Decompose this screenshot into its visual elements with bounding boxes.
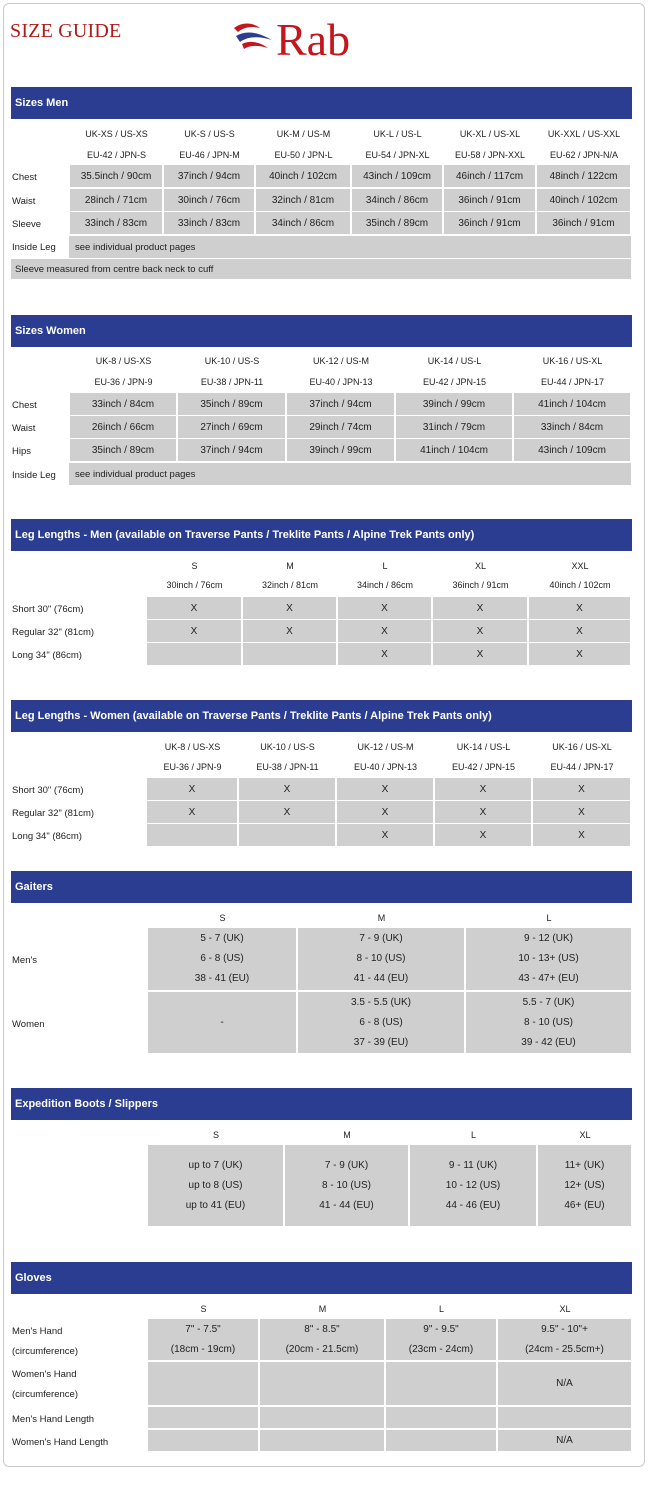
leg-men-cell: X bbox=[243, 620, 336, 642]
gloves-cell-line: 9.5" - 10"+ bbox=[541, 1323, 588, 1335]
gloves-row-label-line: (circumference) bbox=[12, 1389, 78, 1400]
men-size-header-eu: EU-46 / JPN-M bbox=[179, 150, 240, 160]
boots-cell-line: 10 - 12 (US) bbox=[445, 1179, 501, 1191]
leg-men-cell: X bbox=[338, 597, 431, 619]
gloves-cell-line: N/A bbox=[556, 1434, 573, 1446]
gloves-cell bbox=[260, 1362, 384, 1405]
gloves-row-label bbox=[12, 1414, 94, 1426]
gaiters-cell-line: - bbox=[220, 1016, 224, 1028]
gaiters-cell-line: 3.5 - 5.5 (UK) bbox=[350, 996, 412, 1008]
leg-women-cell: X bbox=[533, 824, 630, 846]
leg-women-size-header-eu: EU-42 / JPN-15 bbox=[451, 762, 516, 772]
men-size-cell: 35inch / 89cm bbox=[352, 212, 442, 234]
women-inside-leg-label: Inside Leg bbox=[12, 470, 56, 481]
leg-women-cell: X bbox=[337, 801, 433, 823]
men-size-header: UK-XL / US-XL bbox=[459, 129, 521, 139]
gloves-cell bbox=[386, 1430, 496, 1451]
gloves-row-label-line: Women's Hand bbox=[12, 1369, 77, 1380]
gaiters-size-header: L bbox=[546, 913, 552, 923]
women-size-header-eu: EU-40 / JPN-13 bbox=[309, 377, 373, 387]
women-size-cell: 35inch / 89cm bbox=[70, 439, 176, 461]
gloves-cell bbox=[260, 1407, 384, 1428]
gloves-size-header: S bbox=[200, 1304, 207, 1314]
logo-wordmark: Rab bbox=[276, 14, 351, 65]
boots-cell bbox=[148, 1145, 283, 1226]
women-size-cell: 37inch / 94cm bbox=[178, 439, 285, 461]
leg-women-cell bbox=[239, 824, 335, 846]
gaiters-cell-line: 39 - 42 (EU) bbox=[521, 1036, 576, 1048]
women-size-cell: 39inch / 99cm bbox=[396, 393, 512, 415]
gloves-row-label bbox=[12, 1365, 78, 1405]
leg-men-size-header: M bbox=[286, 561, 294, 571]
gloves-row-label bbox=[12, 1322, 78, 1362]
men-size-header: UK-L / US-L bbox=[373, 129, 422, 139]
women-size-cell: 35inch / 89cm bbox=[178, 393, 285, 415]
women-size-cell: 26inch / 66cm bbox=[70, 416, 176, 438]
boots-size-header: L bbox=[470, 1130, 476, 1140]
women-size-header-eu: EU-42 / JPN-15 bbox=[422, 377, 487, 387]
boots-cell-line: 9 - 11 (UK) bbox=[448, 1159, 498, 1171]
gloves-row-label-line: Men's Hand bbox=[12, 1326, 63, 1337]
boots-cell-line: 41 - 44 (EU) bbox=[319, 1199, 374, 1211]
leg-men-row-label: Short 30" (76cm) bbox=[12, 604, 84, 615]
section-header-expedition-boots: Expedition Boots / Slippers bbox=[11, 1088, 632, 1120]
leg-men-length-header: 34inch / 86cm bbox=[356, 580, 414, 590]
leg-men-cell bbox=[147, 643, 241, 665]
gloves-cell bbox=[386, 1362, 496, 1405]
leg-men-cell: X bbox=[147, 620, 241, 642]
gaiters-cell-line: 41 - 44 (EU) bbox=[353, 973, 409, 984]
gloves-cell-line: (20cm - 21.5cm) bbox=[285, 1343, 359, 1355]
women-row-label: Waist bbox=[12, 423, 36, 434]
women-row-label: Chest bbox=[12, 400, 37, 411]
leg-women-cell: X bbox=[533, 801, 630, 823]
boots-cell-line: up to 8 (US) bbox=[188, 1179, 243, 1191]
leg-men-row-label: Regular 32" (81cm) bbox=[12, 627, 95, 638]
page-title: SIZE GUIDE bbox=[10, 20, 122, 42]
leg-men-cell: X bbox=[529, 597, 630, 619]
leg-women-cell: X bbox=[147, 801, 237, 823]
boots-size-header: M bbox=[343, 1130, 351, 1140]
men-size-header-eu: EU-62 / JPN-N/A bbox=[549, 150, 618, 160]
leg-men-row-label: Long 34" (86cm) bbox=[12, 650, 82, 661]
gloves-cell bbox=[148, 1407, 258, 1428]
gaiters-cell-line: 37 - 39 (EU) bbox=[353, 1036, 409, 1048]
men-size-cell: 30inch / 76cm bbox=[164, 189, 254, 211]
section-header-leg-lengths-men: Leg Lengths - Men (available on Traverse Pants / Treklite Pants / Alpine Trek Pants only) bbox=[11, 519, 632, 551]
men-size-cell: 34inch / 86cm bbox=[256, 212, 350, 234]
boots-cell-line: 44 - 46 (EU) bbox=[445, 1199, 501, 1211]
women-size-header: UK-16 / US-XL bbox=[542, 356, 603, 366]
gaiters-cell bbox=[466, 992, 631, 1053]
gloves-size-header: L bbox=[438, 1304, 444, 1314]
leg-men-cell: X bbox=[433, 620, 527, 642]
rab-logo bbox=[232, 14, 382, 66]
section-header-sizes-men: Sizes Men bbox=[11, 87, 632, 119]
section-header-gaiters: Gaiters bbox=[11, 871, 632, 903]
women-inside-leg-note: see individual product pages bbox=[69, 463, 631, 485]
women-size-cell: 37inch / 94cm bbox=[287, 393, 394, 415]
leg-women-cell: X bbox=[337, 824, 433, 846]
leg-men-cell: X bbox=[147, 597, 241, 619]
gaiters-cell bbox=[148, 992, 296, 1053]
gloves-cell bbox=[386, 1407, 496, 1428]
leg-men-cell: X bbox=[243, 597, 336, 619]
gloves-cell bbox=[498, 1319, 631, 1360]
gaiters-cell-line: 8 - 10 (US) bbox=[356, 953, 406, 964]
men-size-header-eu: EU-54 / JPN-XL bbox=[365, 150, 430, 160]
men-size-cell: 36inch / 91cm bbox=[444, 189, 535, 211]
men-size-header: UK-XXL / US-XXL bbox=[547, 129, 621, 139]
women-size-cell: 41inch / 104cm bbox=[396, 439, 512, 461]
gloves-cell bbox=[386, 1319, 496, 1360]
leg-women-cell: X bbox=[435, 824, 531, 846]
men-size-cell: 34inch / 86cm bbox=[352, 189, 442, 211]
leg-women-cell: X bbox=[435, 801, 531, 823]
gloves-size-header: M bbox=[318, 1304, 327, 1314]
gaiters-cell-line: 43 - 47+ (EU) bbox=[518, 973, 579, 984]
leg-women-cell: X bbox=[435, 778, 531, 800]
men-size-header-eu: EU-42 / JPN-S bbox=[86, 150, 146, 160]
leg-women-cell bbox=[147, 824, 237, 846]
women-size-header-eu: EU-36 / JPN-9 bbox=[94, 377, 153, 387]
leg-women-size-header: UK-8 / US-XS bbox=[164, 742, 221, 752]
boots-cell-line: 12+ (US) bbox=[564, 1179, 605, 1191]
women-size-header-eu: EU-44 / JPN-17 bbox=[540, 377, 605, 387]
women-size-header: UK-8 / US-XS bbox=[95, 356, 152, 366]
boots-cell bbox=[538, 1145, 631, 1226]
leg-men-length-header: 40inch / 102cm bbox=[549, 580, 611, 590]
leg-women-size-header-eu: EU-40 / JPN-13 bbox=[353, 762, 418, 772]
leg-women-size-header: UK-14 / US-L bbox=[456, 742, 511, 752]
gaiters-cell-line: 9 - 12 (UK) bbox=[524, 933, 573, 944]
gloves-size-header: XL bbox=[559, 1304, 571, 1314]
gaiters-cell-line: 5.5 - 7 (UK) bbox=[522, 996, 575, 1008]
gloves-cell bbox=[148, 1319, 258, 1360]
women-size-cell: 29inch / 74cm bbox=[287, 416, 394, 438]
gaiters-cell-line: 38 - 41 (EU) bbox=[194, 973, 250, 984]
men-size-header: UK-M / US-M bbox=[276, 129, 331, 139]
gloves-cell bbox=[260, 1430, 384, 1451]
leg-men-length-header: 36inch / 91cm bbox=[452, 580, 509, 590]
women-size-cell: 31inch / 79cm bbox=[396, 416, 512, 438]
gloves-row-label-line: Men's Hand Length bbox=[12, 1414, 95, 1425]
men-size-cell: 46inch / 117cm bbox=[444, 165, 535, 187]
boots-cell-line: 11+ (UK) bbox=[564, 1159, 605, 1171]
boots-cell-line: 46+ (EU) bbox=[564, 1199, 605, 1211]
gaiters-cell bbox=[466, 928, 631, 990]
women-size-header-eu: EU-38 / JPN-11 bbox=[200, 377, 264, 387]
rab-logo-icon bbox=[232, 22, 276, 52]
gloves-cell-line: 7" - 7.5" bbox=[185, 1323, 221, 1335]
gloves-row-label bbox=[12, 1437, 108, 1449]
men-inside-leg-note: see individual product pages bbox=[69, 236, 631, 258]
leg-women-cell: X bbox=[147, 778, 237, 800]
leg-women-cell: X bbox=[337, 778, 433, 800]
leg-men-size-header: XL bbox=[474, 561, 486, 571]
gaiters-cell bbox=[298, 992, 464, 1053]
women-size-cell: 43inch / 109cm bbox=[514, 439, 630, 461]
section-header-gloves: Gloves bbox=[11, 1262, 632, 1294]
men-size-header-eu: EU-58 / JPN-XXL bbox=[454, 150, 526, 160]
men-size-cell: 33inch / 83cm bbox=[164, 212, 254, 234]
gaiters-cell-line: 6 - 8 (US) bbox=[359, 1016, 403, 1028]
leg-women-cell: X bbox=[239, 801, 335, 823]
gaiters-cell-line: 7 - 9 (UK) bbox=[359, 933, 403, 944]
leg-men-size-header: XXL bbox=[571, 561, 589, 571]
section-header-leg-lengths-women: Leg Lengths - Women (available on Traverse Pants / Treklite Pants / Alpine Trek Pants only) bbox=[11, 700, 632, 732]
men-size-header: UK-XS / US-XS bbox=[85, 129, 148, 139]
leg-women-size-header-eu: EU-44 / JPN-17 bbox=[550, 762, 614, 772]
gloves-row-label-line: (circumference) bbox=[12, 1346, 78, 1357]
men-size-cell: 32inch / 81cm bbox=[256, 189, 350, 211]
gaiters-row-label: Men's bbox=[12, 955, 38, 966]
leg-women-size-header-eu: EU-38 / JPN-11 bbox=[256, 762, 319, 772]
leg-women-size-header: UK-12 / US-M bbox=[357, 742, 414, 752]
gaiters-size-header: S bbox=[219, 913, 226, 923]
boots-cell-line: 7 - 9 (UK) bbox=[324, 1159, 369, 1171]
men-size-cell: 48inch / 122cm bbox=[537, 165, 630, 187]
gaiters-row-label: Women bbox=[12, 1019, 45, 1030]
boots-size-header: S bbox=[212, 1130, 219, 1140]
women-size-header: UK-14 / US-L bbox=[427, 356, 482, 366]
men-size-cell: 37inch / 94cm bbox=[164, 165, 254, 187]
boots-cell bbox=[410, 1145, 536, 1226]
men-size-header: UK-S / US-S bbox=[184, 129, 235, 139]
boots-cell-line: up to 41 (EU) bbox=[185, 1199, 246, 1211]
boots-cell-line: up to 7 (UK) bbox=[188, 1159, 243, 1171]
leg-men-length-header: 30inch / 76cm bbox=[166, 580, 223, 590]
leg-men-cell: X bbox=[433, 643, 527, 665]
men-row-label: Sleeve bbox=[12, 219, 42, 230]
gloves-cell-line: 9" - 9.5" bbox=[423, 1323, 459, 1335]
leg-women-size-header: UK-10 / US-S bbox=[260, 742, 315, 752]
leg-men-cell: X bbox=[338, 643, 431, 665]
women-size-cell: 33inch / 84cm bbox=[514, 416, 630, 438]
gloves-cell bbox=[498, 1362, 631, 1405]
leg-women-row-label: Regular 32" (81cm) bbox=[12, 808, 95, 819]
women-size-header: UK-10 / US-S bbox=[204, 356, 260, 366]
gaiters-size-header: M bbox=[377, 913, 386, 923]
gloves-cell bbox=[260, 1319, 384, 1360]
gaiters-cell-line: 5 - 7 (UK) bbox=[200, 933, 244, 944]
gaiters-cell-line: 10 - 13+ (US) bbox=[518, 953, 579, 964]
gaiters-cell-line: 6 - 8 (US) bbox=[200, 953, 244, 964]
men-size-cell: 28inch / 71cm bbox=[70, 189, 162, 211]
section-header-sizes-women: Sizes Women bbox=[11, 315, 632, 347]
leg-men-size-header: S bbox=[191, 561, 198, 571]
women-size-cell: 39inch / 99cm bbox=[287, 439, 394, 461]
boots-size-header: XL bbox=[579, 1130, 591, 1140]
leg-women-cell: X bbox=[533, 778, 630, 800]
gloves-cell-line: (23cm - 24cm) bbox=[408, 1343, 474, 1355]
leg-women-size-header-eu: EU-36 / JPN-9 bbox=[163, 762, 222, 772]
men-inside-leg-label: Inside Leg bbox=[12, 242, 56, 253]
boots-cell bbox=[285, 1145, 408, 1226]
men-size-cell: 40inch / 102cm bbox=[537, 189, 630, 211]
gloves-cell bbox=[148, 1362, 258, 1405]
gaiters-cell bbox=[148, 928, 296, 990]
men-size-cell: 33inch / 83cm bbox=[70, 212, 162, 234]
men-size-cell: 36inch / 91cm bbox=[537, 212, 630, 234]
leg-men-cell: X bbox=[433, 597, 527, 619]
gloves-cell-line: (24cm - 25.5cm+) bbox=[525, 1343, 604, 1355]
gaiters-cell bbox=[298, 928, 464, 990]
women-size-cell: 27inch / 69cm bbox=[178, 416, 285, 438]
men-size-header-eu: EU-50 / JPN-L bbox=[274, 150, 333, 160]
men-row-label: Chest bbox=[12, 172, 37, 183]
leg-men-cell bbox=[243, 643, 336, 665]
gloves-cell-line: 8" - 8.5" bbox=[304, 1323, 340, 1335]
gloves-cell bbox=[498, 1430, 631, 1451]
men-row-label: Waist bbox=[12, 196, 36, 207]
leg-men-cell: X bbox=[529, 643, 630, 665]
women-size-cell: 41inch / 104cm bbox=[514, 393, 630, 415]
leg-women-cell: X bbox=[239, 778, 335, 800]
men-sleeve-note: Sleeve measured from centre back neck to cuff bbox=[11, 259, 631, 279]
women-size-header: UK-12 / US-M bbox=[312, 356, 369, 366]
leg-women-row-label: Short 30" (76cm) bbox=[12, 785, 84, 796]
leg-women-size-header: UK-16 / US-XL bbox=[552, 742, 612, 752]
gloves-row-label-line: Women's Hand Length bbox=[12, 1437, 109, 1448]
men-size-cell: 36inch / 91cm bbox=[444, 212, 535, 234]
leg-men-cell: X bbox=[338, 620, 431, 642]
gloves-cell bbox=[498, 1407, 631, 1428]
women-size-cell: 33inch / 84cm bbox=[70, 393, 176, 415]
men-size-cell: 40inch / 102cm bbox=[256, 165, 350, 187]
leg-men-length-header: 32inch / 81cm bbox=[261, 580, 319, 590]
men-size-cell: 35.5inch / 90cm bbox=[70, 165, 162, 187]
gloves-cell-line: N/A bbox=[556, 1377, 573, 1389]
leg-men-size-header: L bbox=[382, 561, 388, 571]
women-row-label: Hips bbox=[12, 446, 32, 457]
gloves-cell bbox=[148, 1430, 258, 1451]
leg-women-row-label: Long 34" (86cm) bbox=[12, 831, 82, 842]
men-size-cell: 43inch / 109cm bbox=[352, 165, 442, 187]
gaiters-cell-line: 8 - 10 (US) bbox=[524, 1016, 573, 1028]
gloves-cell-line: (18cm - 19cm) bbox=[170, 1343, 236, 1355]
boots-cell-line: 8 - 10 (US) bbox=[322, 1179, 371, 1191]
leg-men-cell: X bbox=[529, 620, 630, 642]
